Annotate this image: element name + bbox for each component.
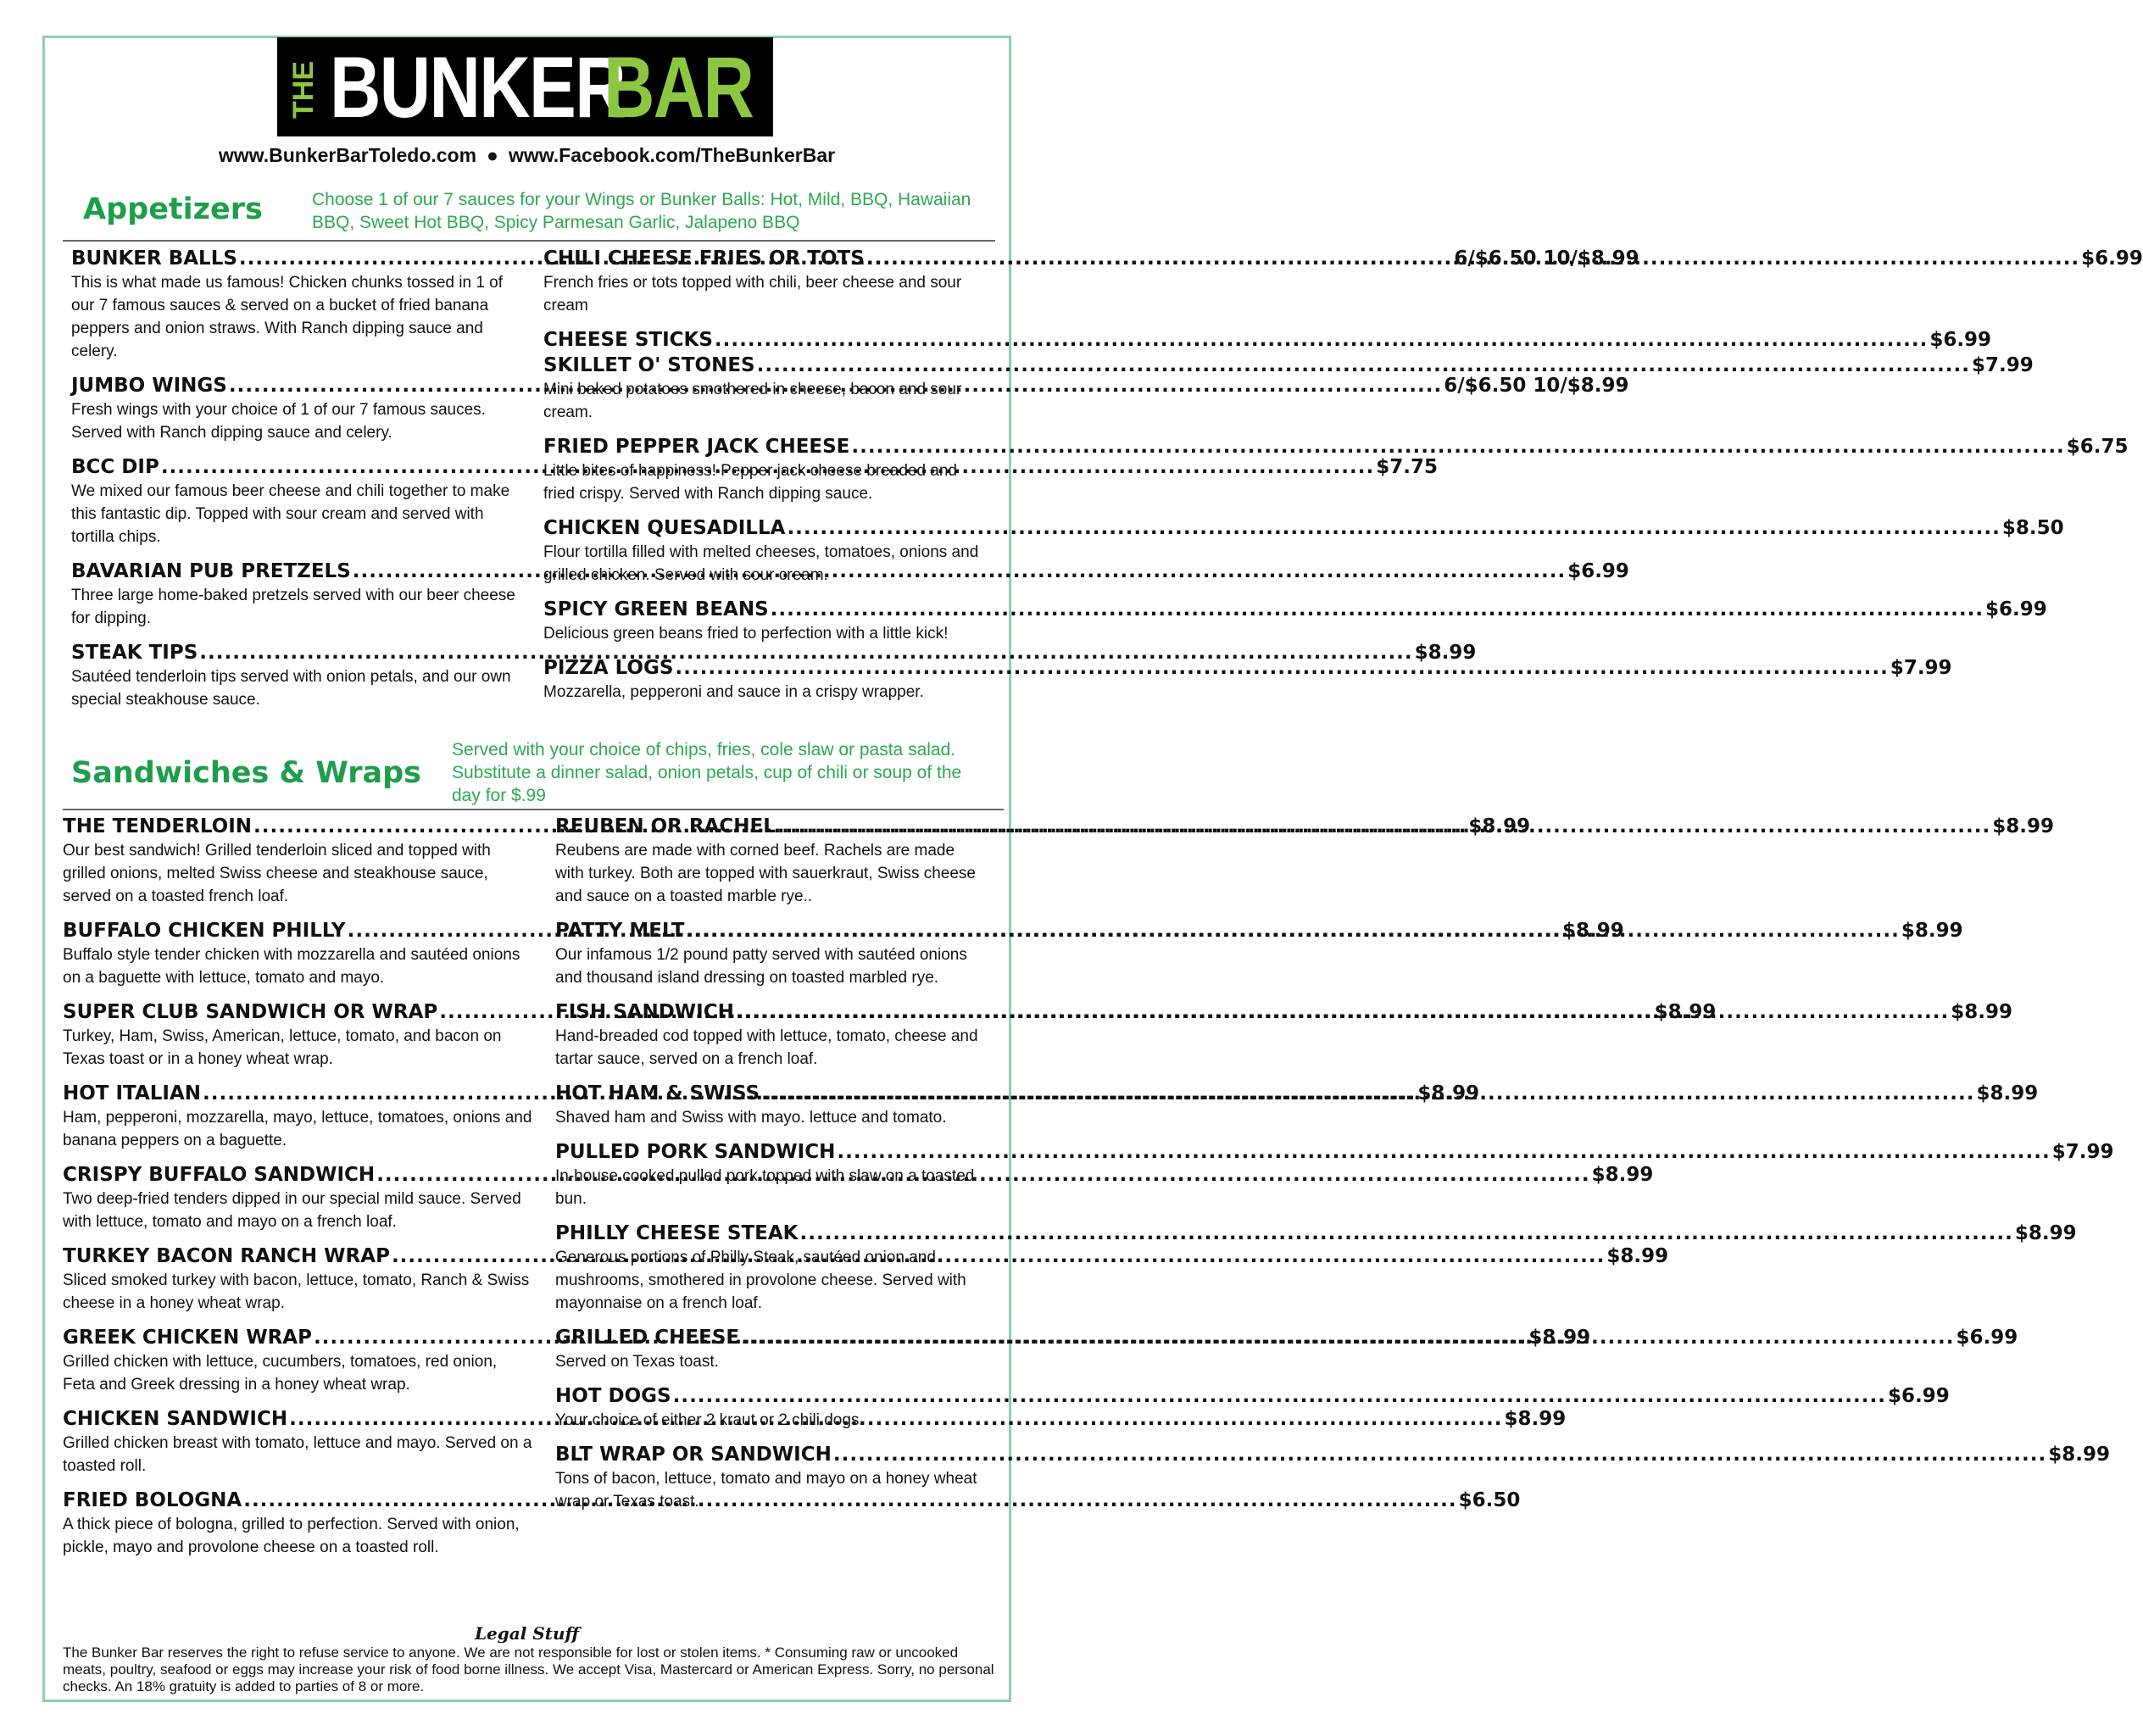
menu-item-name: CHILI CHEESE FRIES OR TOTS [543, 248, 865, 270]
menu-item-name: BCC DIP [71, 456, 159, 478]
menu-item-price: $7.99 [2051, 1141, 2114, 1163]
menu-item-description: We mixed our famous beer cheese and chili together to make this fantastic dip. Topped with sour cream and served with tortilla chips. [71, 482, 510, 546]
logo-bar-text: BAR [604, 39, 754, 136]
menu-item-name: PULLED PORK SANDWICH [555, 1141, 836, 1163]
dot-leader [673, 1383, 1886, 1409]
menu-item-heading [555, 1442, 2111, 1467]
menu-item-price: $8.99 [1992, 815, 2055, 837]
appetizers-note-rest: Hot, Mild, BBQ, Hawaiian BBQ, Sweet Hot BBQ, Spicy Parmesan Garlic, Jalapeno BBQ [312, 190, 971, 232]
menu-item-price: $6.99 [1956, 1327, 2018, 1349]
sandwiches-note-rest: Substitute a dinner salad, onion petals, cup of chili or soup of the day for $.99 [452, 763, 962, 805]
menu-item [543, 597, 2047, 645]
menu-item [555, 1221, 2077, 1315]
menu-item-name: BLT WRAP OR SANDWICH [555, 1444, 832, 1466]
menu-item-description: Shaved ham and Swiss with mayo. lettuce and tomato. [555, 1109, 947, 1127]
menu-item-description: Flour tortilla filled with melted cheeses, tomatoes, onions and grilled chicken. Served with sour cream. [543, 543, 979, 584]
dot-leader [757, 353, 1970, 378]
menu-item-price: $8.99 [1468, 815, 1531, 837]
menu-item-name: GRILLED CHEESE [555, 1327, 740, 1349]
menu-item-price: $8.99 [1901, 920, 1963, 942]
menu-item-price: $8.99 [1561, 920, 1624, 942]
menu-item [543, 655, 1952, 704]
menu-item [555, 999, 2013, 1071]
website-link[interactable]: www.BunkerBarToledo.com [218, 144, 477, 166]
menu-item-description: This is what made us famous! Chicken chunks tossed in 1 of our 7 famous sauces & served on a bucket of fried banana peppers and onion straws. With Ranch dipping sauce and celery. [71, 274, 504, 360]
dot-leader [866, 246, 2079, 271]
menu-item-description: Generous portions of Philly Steak, sautéed onion and mushrooms, smothered in provolone cheese. Served with mayonnaise on a french loaf. [555, 1249, 966, 1312]
dot-leader [686, 918, 1899, 943]
menu-item-heading [63, 1244, 1669, 1269]
menu-item-price: $8.99 [2014, 1222, 2077, 1244]
menu-item-heading [71, 640, 1477, 665]
bunker-bar-logo [277, 37, 773, 136]
menu-item-price: $6.75 [2066, 436, 2129, 458]
dot-leader [837, 1139, 2050, 1165]
dot-leader [799, 1221, 2012, 1246]
menu-item-description: Sliced smoked turkey with bacon, lettuce, tomato, Ranch & Swiss cheese in a honey wheat wrap. [63, 1271, 530, 1312]
menu-item-description: Mini baked potatoes smothered in cheese, bacon and sour cream. [543, 381, 962, 421]
menu-item-price: $8.99 [1976, 1082, 2039, 1104]
menu-item-description: Sautéed tenderloin tips served with onion petals, and our own special steakhouse sauce. [71, 668, 511, 709]
menu-item-name: FRIED BOLOGNA [63, 1489, 242, 1511]
menu-item-price: $8.99 [1528, 1327, 1591, 1349]
menu-item-description: Fresh wings with your choice of 1 of our 7 famous sauces. Served with Ranch dipping sauce and celery. [71, 401, 486, 442]
menu-item-name: FISH SANDWICH [555, 1001, 734, 1023]
menu-item-name: FRIED PEPPER JACK CHEESE [543, 436, 850, 458]
menu-item-description: Our infamous 1/2 pound patty served with sautéed onions and thousand island dressing on toasted marbled rye. [555, 946, 967, 987]
menu-item [555, 814, 2055, 908]
menu-item-description: Your choice of either 2 kraut or 2 chili dogs. [555, 1411, 864, 1429]
legal-title: Legal Stuff [474, 1623, 580, 1644]
menu-item [555, 918, 1963, 989]
dot-leader [741, 1325, 1954, 1350]
menu-item-name: CHICKEN QUESADILLA [543, 517, 786, 539]
menu-item-price: $8.50 [2001, 517, 2064, 539]
appetizers-title: Appetizers [83, 192, 263, 226]
menu-item-name: BUFFALO CHICKEN PHILLY [63, 920, 346, 942]
dot-leader [715, 327, 1928, 353]
menu-item-heading [555, 1139, 2114, 1165]
menu-item-description: In-house cooked pulled pork topped with slaw on a toasted bun. [555, 1167, 975, 1208]
dot-leader [777, 814, 1990, 839]
menu-item-description: Grilled chicken with lettuce, cucumbers, tomatoes, red onion, Feta and Greek dressing in a honey wheat wrap. [63, 1353, 498, 1394]
menu-item-name: GREEK CHICKEN WRAP [63, 1327, 312, 1349]
menu-item-description: Buffalo style tender chicken with mozzarella and sautéed onions on a baguette with lettuce, tomato and mayo. [63, 946, 520, 987]
menu-item-price: $8.99 [1951, 1001, 2013, 1023]
dot-leader [761, 1081, 1974, 1106]
menu-item-name: CHICKEN SANDWICH [63, 1408, 288, 1430]
menu-item-heading [555, 814, 2055, 839]
menu-item-description: Delicious green beans fried to perfection with a little kick! [543, 625, 949, 643]
appetizers-sauce-note [312, 188, 982, 234]
menu-item-name: SPICY GREEN BEANS [543, 598, 769, 620]
menu-item-price: $7.75 [1376, 456, 1438, 478]
menu-item-description: Little bites of happiness! Pepper jack cheese breaded and fried crispy. Served with Ranch dipping sauce. [543, 462, 957, 503]
menu-item-name: JUMBO WINGS [71, 375, 227, 397]
menu-item-price: $6.50 [1458, 1489, 1521, 1511]
menu-item-description: French fries or tots topped with chili, beer cheese and sour cream [543, 274, 962, 314]
menu-item-description: Reubens are made with corned beef. Rachels are made with turkey. Both are topped with sauerkraut, Swiss cheese and sauce on a toasted marble rye.. [555, 842, 977, 905]
menu-item-price: $6.99 [1929, 329, 1992, 351]
legal-text: The Bunker Bar reserves the right to refuse service to anyone. We are not responsible for lost or stolen items. * Consuming raw or uncooked meats, poultry, seafood or eggs may increase your risk of food borne illness. We accept Visa, Mastercard or American Express. Sorry, no personal checks. An 18% gratuity is added to parties of 8 or more. [63, 1644, 994, 1694]
menu-item-name: CRISPY BUFFALO SANDWICH [63, 1164, 376, 1186]
menu-item-price: $7.99 [1890, 657, 1952, 679]
menu-item-name: BUNKER BALLS [71, 248, 237, 270]
menu-item-name: TURKEY BACON RANCH WRAP [63, 1245, 390, 1267]
menu-item-price: $6.99 [1985, 598, 2047, 620]
dot-leader [736, 999, 1949, 1025]
menu-item-heading [555, 918, 1963, 943]
menu-item-description: Three large home-baked pretzels served with our beer cheese for dipping. [71, 587, 515, 627]
menu-item-description: Ham, pepperoni, mozzarella, mayo, lettuce, tomatoes, onions and banana peppers on a baguette. [63, 1109, 532, 1149]
menu-item-description: Hand-breaded cod topped with lettuce, tomato, cheese and tartar sauce, served on a french loaf. [555, 1027, 978, 1068]
menu-item-heading [543, 597, 2047, 622]
menu-item-price: $6.99 [2081, 248, 2143, 270]
menu-item-heading [555, 1383, 1950, 1409]
menu-item-price: $6.99 [1887, 1385, 1950, 1407]
sandwiches-note-lead: Served with your choice of chips, fries, cole slaw or pasta salad. [452, 740, 956, 760]
menu-item-name: HOT HAM & SWISS [555, 1082, 760, 1104]
separator-dot: ● [487, 144, 498, 166]
menu-item-price: 6/$6.50 10/$8.99 [1454, 248, 1639, 270]
menu-item-name: PIZZA LOGS [543, 657, 674, 679]
menu-item-description: Grilled chicken breast with tomato, lettuce and mayo. Served on a toasted roll. [63, 1434, 532, 1475]
menu-item-price: $6.99 [1567, 560, 1629, 582]
menu-item-name: PATTY MELT [555, 920, 685, 942]
sandwiches-title: Sandwiches & Wraps [71, 756, 422, 790]
logo-the-text: THE [287, 61, 320, 119]
menu-item-description: Our best sandwich! Grilled tenderloin sliced and topped with grilled onions, melted Swiss cheese and steakhouse sauce, served on a toasted french loaf. [63, 842, 491, 905]
menu-item-name: SUPER CLUB SANDWICH OR WRAP [63, 1001, 438, 1023]
website-links [0, 144, 1054, 167]
menu-item-price: $8.99 [1591, 1164, 1654, 1186]
menu-item-heading [543, 515, 2064, 541]
menu-item-description: Served on Texas toast. [555, 1353, 719, 1371]
menu-item-name: PHILLY CHEESE STEAK [555, 1222, 799, 1244]
menu-item-name: HOT ITALIAN [63, 1082, 202, 1104]
menu-item-heading [543, 327, 1992, 353]
menu-item-name: BAVARIAN PUB PRETZELS [71, 560, 351, 582]
menu-item-price: 6/$6.50 10/$8.99 [1444, 375, 1629, 397]
menu-item [543, 327, 1992, 353]
menu-item-name: HOT DOGS [555, 1385, 671, 1407]
dot-leader [771, 597, 1984, 622]
menu-item-price: $7.99 [1972, 354, 2034, 376]
menu-item-heading [555, 1221, 2077, 1246]
menu-item-description: Two deep-fried tenders dipped in our special mild sauce. Served with lettuce, tomato and mayo on a french loaf. [63, 1190, 521, 1231]
menu-item-name: REUBEN OR RACHEL [555, 815, 776, 837]
menu-item-heading [543, 353, 2034, 378]
sandwiches-side-note [452, 738, 994, 807]
menu-item-heading [543, 434, 2129, 459]
sandwiches-divider [63, 809, 1004, 810]
dot-leader [787, 515, 2000, 541]
menu-item-name: THE TENDERLOIN [63, 815, 253, 837]
menu-item-price: $8.99 [1417, 1082, 1480, 1104]
menu-item-price: $8.99 [1606, 1245, 1669, 1267]
menu-item [555, 1081, 2039, 1129]
menu-item-price: $8.99 [1504, 1408, 1567, 1430]
logo-the-vertical [289, 56, 318, 120]
menu-item-description: Mozzarella, pepperoni and sauce in a crispy wrapper. [543, 683, 924, 701]
logo-bunker-text: BUNKER [330, 39, 625, 136]
menu-item-heading [555, 1081, 2039, 1106]
menu-item-description: Tons of bacon, lettuce, tomato and mayo on a honey wheat wrap or Texas toast. [555, 1470, 977, 1511]
menu-item-description: Turkey, Ham, Swiss, American, lettuce, tomato, and bacon on Texas toast or in a honey wheat wrap. [63, 1027, 502, 1068]
menu-item-name: SKILLET O' STONES [543, 354, 755, 376]
menu-item-heading [543, 655, 1952, 681]
menu-item-name: STEAK TIPS [71, 642, 198, 664]
menu-item-heading [555, 999, 2013, 1025]
dot-leader [833, 1442, 2046, 1467]
menu-item-price: $8.99 [2048, 1444, 2111, 1466]
facebook-link[interactable]: www.Facebook.com/TheBunkerBar [508, 144, 836, 166]
dot-leader [675, 655, 1888, 681]
appetizers-note-lead: Choose 1 of our 7 sauces for your Wings or Bunker Balls: [312, 190, 765, 209]
menu-item-name: CHEESE STICKS [543, 329, 713, 351]
menu-item-price: $8.99 [1654, 1001, 1717, 1023]
menu-item-price: $8.99 [1414, 642, 1477, 664]
menu-item-heading [71, 373, 1629, 398]
dot-leader [851, 434, 2064, 459]
menu-item-description: A thick piece of bologna, grilled to perfection. Served with onion, pickle, mayo and provolone cheese on a toasted roll. [63, 1516, 520, 1556]
menu-item-heading [71, 454, 1438, 480]
appetizers-divider [63, 240, 995, 242]
